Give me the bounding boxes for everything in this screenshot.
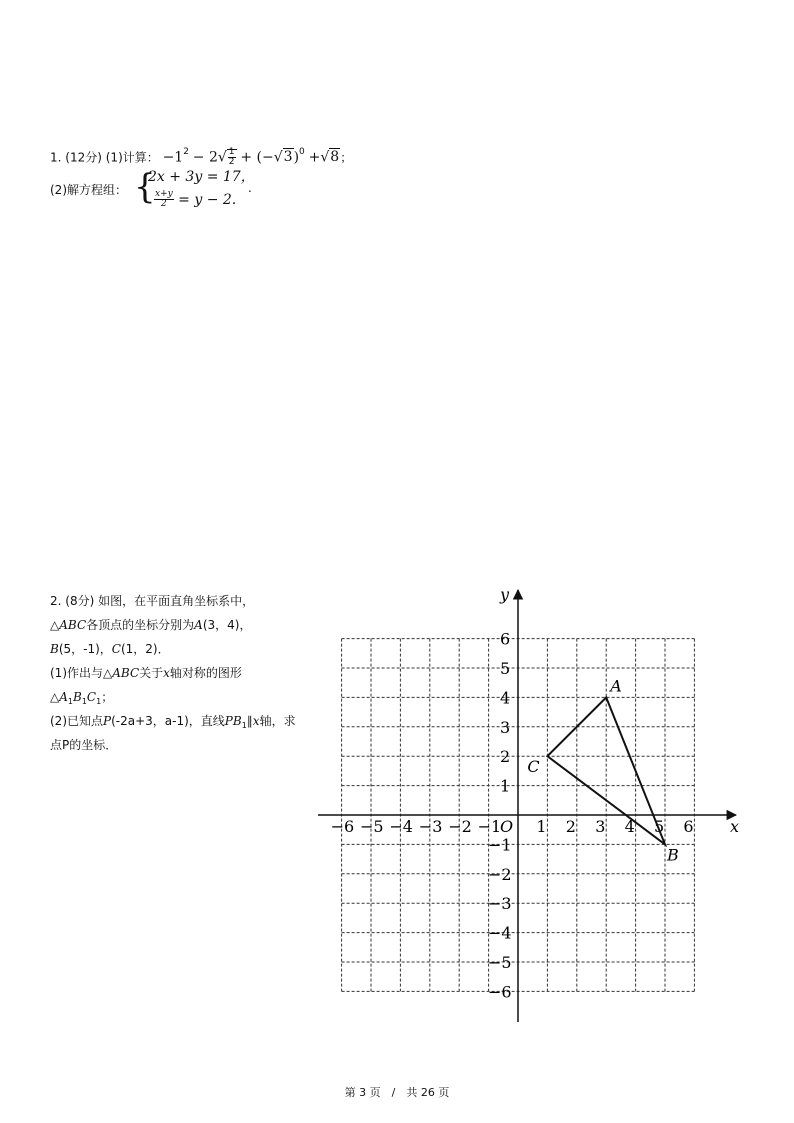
coordinate-plane-figure <box>310 580 750 1040</box>
expr-term4: + <box>308 149 321 166</box>
x-tick-label: 1 <box>536 817 547 836</box>
y-tick-label: −2 <box>488 864 512 884</box>
q1-part1-label: (1)计算： <box>105 150 159 165</box>
x-tick-label: −5 <box>360 817 384 836</box>
expr-term2: − 2 <box>192 149 218 166</box>
q2-line-1: 2. (8分) 如图，在平面直角坐标系中， <box>50 594 255 608</box>
q2-line-6: (2)已知点P(-2a+3，a-1)，直线$PB_1\parallel x$轴，求 <box>50 714 296 730</box>
q2-number: 2. <box>50 594 62 608</box>
q2-line-7: 点P的坐标． <box>50 738 118 752</box>
expr-term3-exp: 0 <box>299 147 305 158</box>
equation-end: . <box>248 181 252 195</box>
expr-term1: −1 <box>162 149 184 166</box>
x-tick-label: 3 <box>595 817 606 836</box>
y-tick-label: −5 <box>488 953 512 972</box>
vertex-labels <box>527 676 679 864</box>
origin-label: O <box>500 817 514 836</box>
q2-line-5: $\triangle A_1B_1C_1$； <box>50 690 114 706</box>
x-tick-label: 4 <box>624 817 635 836</box>
expr-term4-radicand: 8 <box>330 149 340 166</box>
y-tick-label: 6 <box>500 629 511 649</box>
q1-part1: 1. (12分) (1)计算： $-1^2 - 2√$ $\frac{1}{2}$ + $(-√3)^0 +√8$； <box>50 147 353 168</box>
q1-part2-label: (2)解方程组： <box>50 183 127 197</box>
x-tick-label: −2 <box>448 817 472 836</box>
x-tick-label: −1 <box>477 817 502 836</box>
q2-line-2: △ABC各顶点的坐标分别为A(3，4)， <box>50 618 252 632</box>
x-tick-label: 6 <box>683 817 694 836</box>
page-footer: 第 3 页 / 共 26 页 <box>344 1086 450 1099</box>
y-tick-label: −4 <box>488 923 512 943</box>
x-tick-label: 5 <box>654 817 665 836</box>
axes <box>318 585 739 1022</box>
x-tick-label: −3 <box>418 817 443 836</box>
equation-1: 2x + 3y = 17， <box>148 169 255 185</box>
q2-line-4: (1)作出与△ABC关于x轴对称的图形 <box>50 666 242 680</box>
vertex-label-c: C <box>527 757 540 777</box>
y-tick-label: 4 <box>500 688 511 708</box>
sqrt-sign-1: √ <box>217 149 227 166</box>
vertex-label-a: A <box>610 676 622 696</box>
q2-line-3: B(5，-1)，C(1，2)． <box>50 642 170 656</box>
x-tick-label: −4 <box>389 817 413 836</box>
y-tick-label: −6 <box>488 982 512 1002</box>
equation-2: $\frac{x+y}{2}$ = y − 2. <box>155 189 237 210</box>
y-axis-label: y <box>500 585 510 604</box>
y-tick-label: 3 <box>500 717 511 737</box>
y-tick-label: 5 <box>500 659 511 678</box>
q1-score: (12分) <box>65 150 102 165</box>
x-tick-label: 2 <box>565 817 576 836</box>
half-fraction: $\frac{1}{2}$ <box>228 147 235 168</box>
y-tick-label: 1 <box>500 776 511 796</box>
x-tick-label: −6 <box>330 817 355 836</box>
q1-number: 1. <box>50 150 62 165</box>
system-brace: { <box>134 167 156 207</box>
expr-term3: + (− <box>240 149 274 166</box>
y-tick-label: −3 <box>488 894 512 914</box>
y-tick-label: −1 <box>488 835 512 855</box>
expr-term3-radicand: 3 <box>283 149 293 166</box>
q2-score: (8分) <box>65 594 95 608</box>
x-axis-label: x <box>730 817 740 836</box>
y-tick-label: 2 <box>500 747 511 767</box>
equation-2-fraction: $\frac{x+y}{2}$ <box>155 189 173 210</box>
expr-term1-exp: 2 <box>183 147 189 158</box>
vertex-label-b: B <box>667 845 679 865</box>
